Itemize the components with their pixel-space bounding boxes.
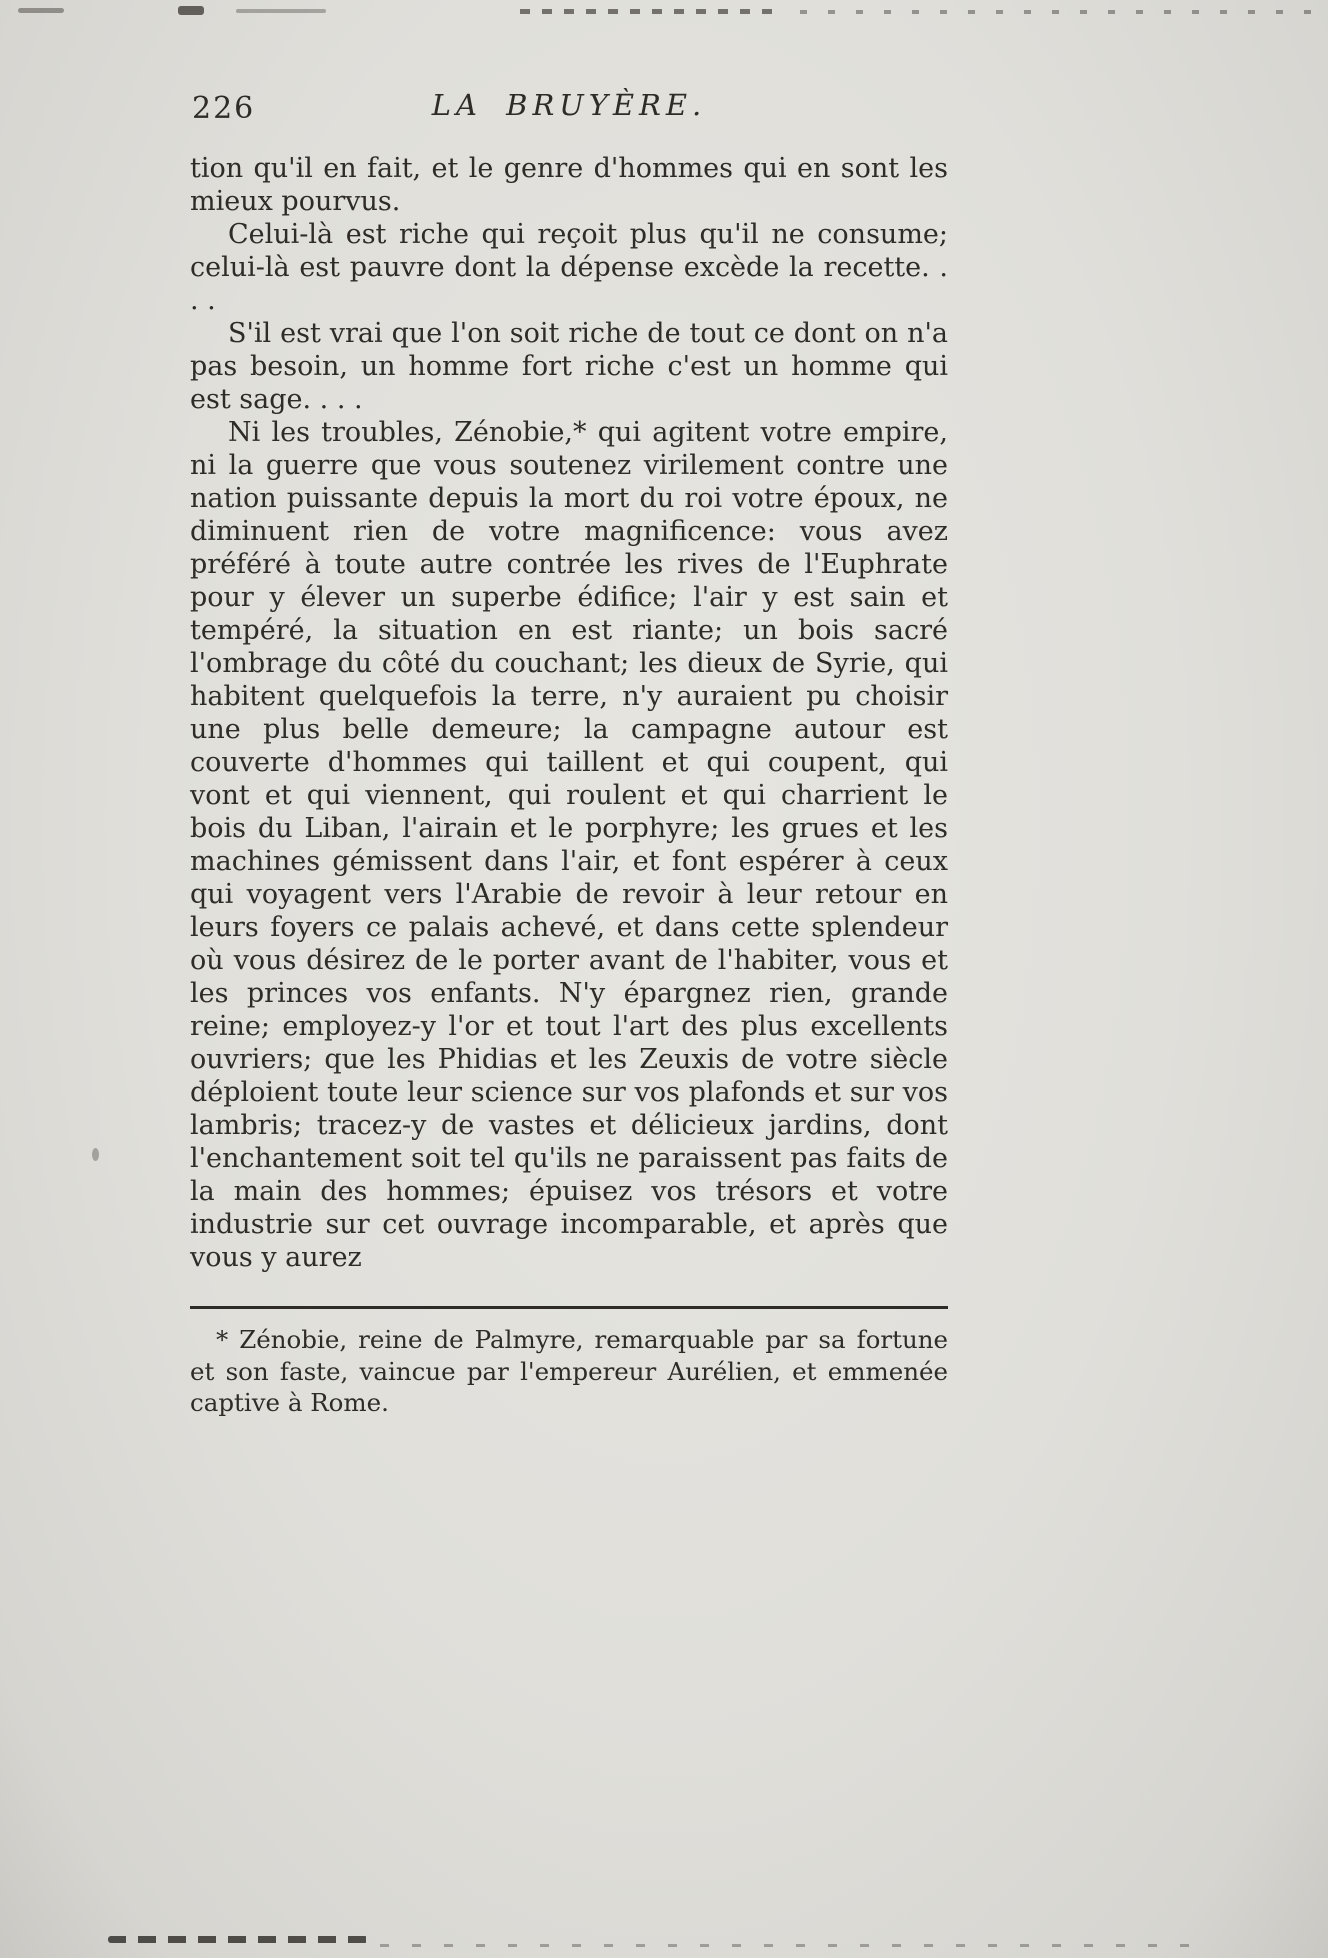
footnote: * Zénobie, reine de Palmyre, remarquable par sa fortune et son faste, vaincue par l'empereur Aurélien, et emmenée captive à Rome. [190,1325,948,1417]
scan-artifact-bottom [380,1944,1200,1947]
scan-artifact-top [236,9,326,13]
page-number: 226 [192,91,256,126]
paragraph: Ni les troubles, Zénobie,* qui agitent votre empire, ni la guerre que vous soutenez virilement contre une nation puissante depuis la mort du roi votre époux, ne diminuent rien de votre magnificence: vous avez préféré à toute autre contrée les rives de l'Euphrate pour y élever un superbe édifice; l'air y est sain et tempéré, la situation en est riante; un bois sacré l'ombrage du côté du couchant; les dieux de Syrie, qui habitent quelquefois la terre, n'y auraient pu choisir une plus belle demeure; la campagne autour est couverte d'hommes qui taillent et qui coupent, qui vont et qui viennent, qui roulent et qui charrient le bois du Liban, l'airain et le porphyre; les grues et les machines gémissent dans l'air, et font espérer à ceux qui voyagent vers l'Arabie de revoir à leur retour en leurs foyers ce palais achevé, et dans cette splendeur où vous désirez de le porter avant de l'habiter, vous et les princes vos enfants. N'y épargnez rien, grande reine; employez-y l'or et tout l'art des plus excellents ouvriers; que les Phidias et les Zeuxis de votre siècle déploient toute leur science sur vos plafonds et sur vos lambris; tracez-y de vastes et délicieux jardins, dont l'enchantement soit tel qu'ils ne paraissent pas faits de la main des hommes; épuisez vos trésors et votre industrie sur cet ouvrage incomparable, et après que vous y aurez [190,417,948,1273]
scan-artifact-top [178,6,204,15]
paragraph: Celui-là est riche qui reçoit plus qu'il ne consume; celui-là est pauvre dont la dépense excède la recette. . . . [190,219,948,316]
paragraph: S'il est vrai que l'on soit riche de tout ce dont on n'a pas besoin, un homme fort riche c'est un homme qui est sage. . . . [190,318,948,415]
paragraph-continuation: tion qu'il en fait, et le genre d'hommes qui en sont les mieux pourvus. [190,153,948,217]
scan-artifact-top [520,9,780,14]
footnote-rule [190,1306,948,1309]
scan-artifact-top [800,10,1320,14]
text-block [190,152,948,1274]
scan-artifact-top [18,8,64,13]
scan-artifact-bottom [108,1936,368,1943]
scan-artifact-left [92,1148,99,1161]
page-header [190,88,948,130]
running-title: LA BRUYÈRE. [431,88,707,122]
